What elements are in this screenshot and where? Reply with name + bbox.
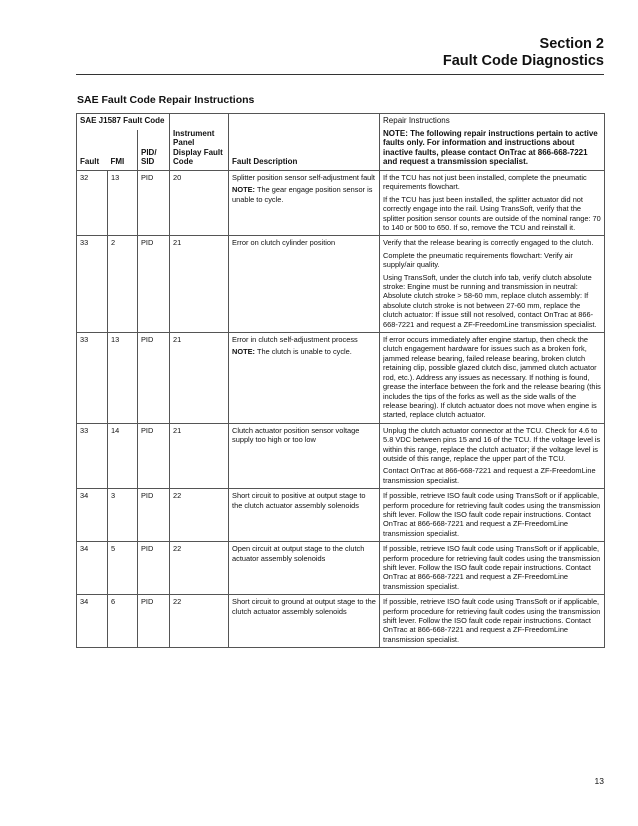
table-row: [77, 333, 605, 424]
header-fmi: FMI: [108, 130, 138, 171]
cell-fmi: 3: [108, 489, 138, 542]
description-text: Clutch actuator position sensor voltage supply too high or too low: [232, 425, 360, 445]
repair-paragraph: Complete the pneumatic requirements flowchart: Verify air supply/air quality.: [383, 250, 573, 270]
description-note: [232, 185, 376, 204]
table-row: [77, 170, 605, 235]
cell-pid-sid: PID: [138, 170, 170, 235]
description-text: Short circuit to positive at output stage to the clutch actuator assembly solenoids: [232, 491, 366, 510]
description-text: Short circuit to ground at output stage to the clutch actuator assembly solenoids: [232, 597, 376, 616]
table-row: [77, 423, 605, 488]
cell-fault-description: [229, 595, 380, 648]
repair-paragraph: Contact OnTrac at 866-668-7221 and request a ZF-FreedomLine transmission specialist.: [383, 466, 596, 485]
description-text: Error in clutch self-adjustment process: [232, 335, 358, 345]
cell-panel-code: 21: [170, 236, 229, 333]
cell-pid-sid: PID: [138, 489, 170, 542]
header-sae-group: SAE J1587 Fault Code: [77, 114, 170, 130]
cell-fmi: 14: [108, 423, 138, 488]
header-divider: [76, 74, 604, 75]
cell-repair-instructions: [380, 170, 605, 235]
repair-paragraph: If error occurs immediately after engine startup, then check the clutch engagement hardware for issues such as a broken fork, jammed release bearing, failed release bearing, broken clutch retaining clip, possible glazed clutch disc, jammed clutch actuator rod, etc.). Address any issues as necessary. If nothing is found, grease the interface between the fork and the release bearing (this includes the tips of the forks as well as the side walls of the release bearing). If clutch actuator does not move when engine is started, replace clutch actuator.: [383, 335, 601, 420]
header-fault: Fault: [77, 130, 108, 171]
fault-code-table: [76, 113, 605, 648]
table-body: [77, 170, 605, 647]
cell-fault: 34: [77, 489, 108, 542]
cell-repair-instructions: [380, 236, 605, 333]
header-fault-description: Fault Description: [229, 114, 380, 171]
repair-paragraph: Unplug the clutch actuator connector at the TCU. Check for 4.6 to 5.8 VDC between pins 15 and 16 of the TCU. If the voltage level is within this range, replace the clutch actuator; if the voltage level is outside of this range, replace the upper part of the TCU.: [383, 425, 601, 463]
header-pid-sid: PID/ SID: [138, 130, 170, 171]
cell-panel-code: 21: [170, 333, 229, 424]
description-text: Error on clutch cylinder position: [232, 238, 336, 248]
cell-pid-sid: PID: [138, 333, 170, 424]
repair-paragraph: If the TCU has just been installed, the splitter actuator did not correctly engage into the rail. Using TransSoft, verify that the splitter position sensor counts are outside of the nominal range: 70 to 140 or 500 to 650. If so, remove the TCU and reinstall it.: [383, 194, 601, 232]
cell-panel-code: 20: [170, 170, 229, 235]
table-row: [77, 489, 605, 542]
cell-fmi: 5: [108, 542, 138, 595]
header-repair-instructions: [380, 114, 605, 171]
cell-fault: 33: [77, 423, 108, 488]
cell-repair-instructions: [380, 489, 605, 542]
cell-repair-instructions: [380, 423, 605, 488]
cell-fault-description: [229, 423, 380, 488]
table-row: [77, 595, 605, 648]
repair-paragraph: If possible, retrieve ISO fault code using TransSoft or if applicable, perform procedure for retrieving fault codes using the transmission shift lever. Follow the ISO fault code repair instructions. Contact OnTrac at 866-668-7221 and request a ZF-FreedomLine transmission specialist.: [383, 491, 601, 538]
cell-fault: 33: [77, 333, 108, 424]
cell-pid-sid: PID: [138, 595, 170, 648]
cell-fault: 34: [77, 542, 108, 595]
page-number: 13: [594, 776, 604, 786]
cell-fault-description: [229, 236, 380, 333]
note-label: NOTE:: [232, 347, 256, 357]
cell-fmi: 2: [108, 236, 138, 333]
cell-fault: 34: [77, 595, 108, 648]
cell-panel-code: 22: [170, 595, 229, 648]
header-panel-code: Instrument Panel Display Fault Code: [170, 114, 229, 171]
note-text: The clutch is unable to cycle.: [255, 347, 352, 357]
cell-fmi: 13: [108, 170, 138, 235]
description-note: [232, 347, 376, 356]
header-repair-note: NOTE: The following repair instructions pertain to active faults only. For information and instructions about inactive faults, please contact OnTrac at 866-668-7221 and request a transmission specialist.: [383, 128, 598, 167]
repair-paragraph: If possible, retrieve ISO fault code using TransSoft or if applicable, perform procedure for retrieving fault codes using the transmission shift lever. Follow the ISO fault code repair instructions. Contact OnTrac at 866-668-7221 and request a ZF-FreedomLine transmission specialist.: [383, 544, 601, 591]
table-row: [77, 236, 605, 333]
cell-pid-sid: PID: [138, 423, 170, 488]
cell-fault-description: [229, 542, 380, 595]
note-label: NOTE:: [232, 185, 256, 195]
cell-pid-sid: PID: [138, 236, 170, 333]
note-text: The gear engage position sensor is unable to cycle.: [232, 185, 373, 204]
repair-paragraph: If the TCU has not just been installed, complete the pneumatic requirements flowchart.: [383, 172, 587, 192]
cell-pid-sid: PID: [138, 542, 170, 595]
repair-paragraph: Verify that the release bearing is correctly engaged to the clutch.: [383, 238, 594, 248]
section-header: [443, 36, 604, 70]
cell-panel-code: 22: [170, 542, 229, 595]
cell-fmi: 6: [108, 595, 138, 648]
cell-panel-code: 21: [170, 423, 229, 488]
section-title: Fault Code Diagnostics: [442, 53, 604, 69]
cell-repair-instructions: [380, 542, 605, 595]
cell-repair-instructions: [380, 595, 605, 648]
table-row: [77, 542, 605, 595]
repair-paragraph: If possible, retrieve ISO fault code using TransSoft or if applicable, perform procedure for retrieving fault codes using the transmission shift lever. Follow the ISO fault code repair instructions. Contact OnTrac at 866-668-7221 and request a ZF-FreedomLine transmission specialist.: [383, 597, 601, 644]
description-text: Open circuit at output stage to the clutch actuator assembly solenoids: [232, 544, 365, 563]
cell-panel-code: 22: [170, 489, 229, 542]
cell-fault: 33: [77, 236, 108, 333]
page-title: SAE Fault Code Repair Instructions: [77, 94, 255, 106]
cell-fault-description: [229, 489, 380, 542]
description-text: Splitter position sensor self-adjustment fault: [232, 172, 375, 182]
cell-fault-description: [229, 333, 380, 424]
repair-paragraph: Using TransSoft, under the clutch info tab, verify clutch absolute stroke: Engine must be running and transmission in neutral: Absolute clutch stroke > 58-60 mm, replace clutch assembly: If absolute clutch stroke is not between 27-60 mm, replace the clutch actuator: If issue still not resolved, contact OnTrac at 866-668-7221 and request a ZF-FreedomLine transmission specialist.: [383, 272, 597, 329]
cell-fault: 32: [77, 170, 108, 235]
cell-fault-description: [229, 170, 380, 235]
header-repair-title: Repair Instructions: [383, 116, 450, 125]
cell-fmi: 13: [108, 333, 138, 424]
section-number: Section 2: [539, 36, 604, 52]
cell-repair-instructions: [380, 333, 605, 424]
